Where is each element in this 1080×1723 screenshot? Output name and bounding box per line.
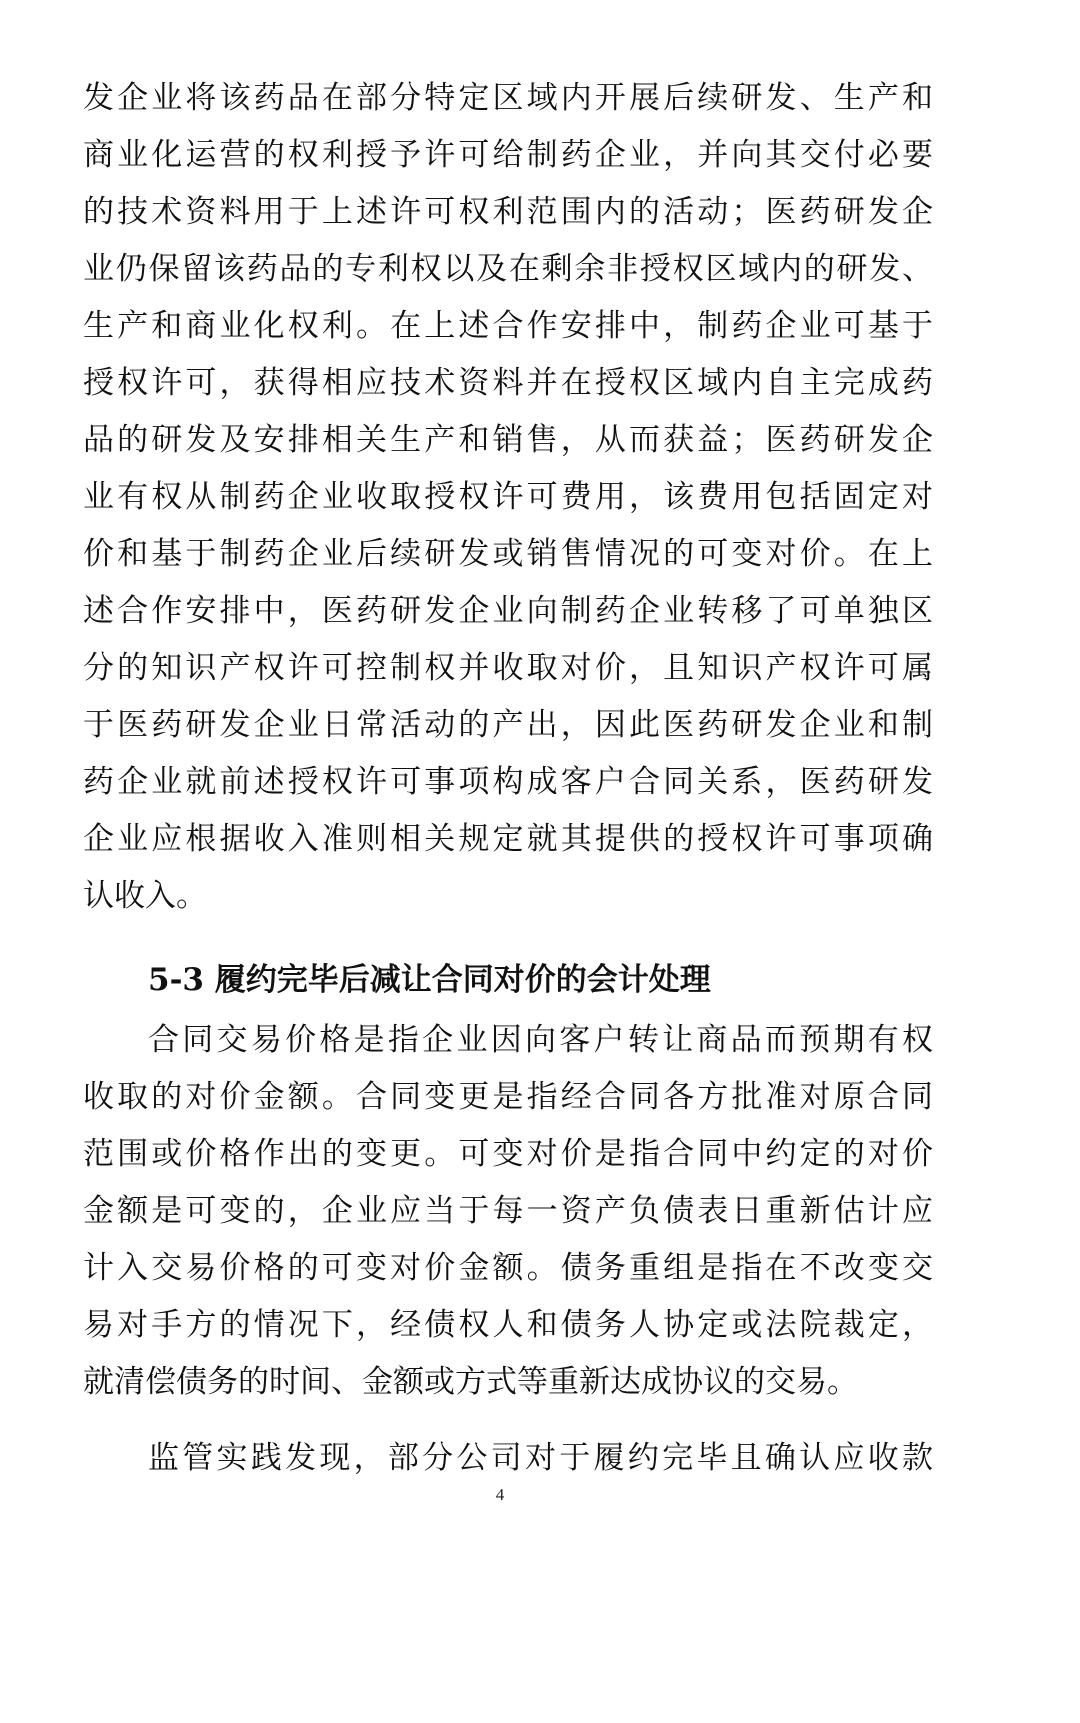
text-line: 范围或价格作出的变更。可变对价是指合同中约定的对价: [83, 1136, 933, 1172]
text-line: 业有权从制药企业收取授权许可费用，该费用包括固定对: [83, 479, 933, 515]
text-line: 合同交易价格是指企业因向客户转让商品而预期有权: [148, 1022, 933, 1058]
text-line: 授权许可，获得相应技术资料并在授权区域内自主完成药: [83, 365, 933, 401]
text-line: 监管实践发现，部分公司对于履约完毕且确认应收款: [148, 1440, 933, 1476]
text-line: 商业化运营的权利授予许可给制药企业，并向其交付必要: [83, 137, 933, 173]
text-line: 发企业将该药品在部分特定区域内开展后续研发、生产和: [83, 80, 933, 116]
text-line: 收取的对价金额。合同变更是指经合同各方批准对原合同: [83, 1079, 933, 1115]
page-number: 4: [495, 1485, 505, 1504]
text-line: 金额是可变的，企业应当于每一资产负债表日重新估计应: [83, 1193, 933, 1229]
text-line: 述合作安排中，医药研发企业向制药企业转移了可单独区: [83, 593, 933, 629]
text-line: 易对手方的情况下，经债权人和债务人协定或法院裁定，: [83, 1307, 933, 1343]
text-line: 品的研发及安排相关生产和销售，从而获益；医药研发企: [83, 422, 933, 458]
text-line: 的技术资料用于上述许可权利范围内的活动；医药研发企: [83, 194, 933, 230]
text-line: 认收入。: [83, 878, 207, 914]
text-line: 生产和商业化权利。在上述合作安排中，制药企业可基于: [83, 308, 933, 344]
text-line: 价和基于制药企业后续研发或销售情况的可变对价。在上: [83, 536, 933, 572]
section-heading: 5-3 履约完毕后减让合同对价的会计处理: [148, 962, 711, 998]
text-line: 就清偿债务的时间、金额或方式等重新达成协议的交易。: [83, 1364, 858, 1400]
text-line: 计入交易价格的可变对价金额。债务重组是指在不改变交: [83, 1250, 933, 1286]
text-line: 业仍保留该药品的专利权以及在剩余非授权区域内的研发、: [83, 251, 933, 287]
text-line: 企业应根据收入准则相关规定就其提供的授权许可事项确: [83, 821, 933, 857]
text-line: 于医药研发企业日常活动的产出，因此医药研发企业和制: [83, 707, 933, 743]
text-line: 药企业就前述授权许可事项构成客户合同关系，医药研发: [83, 764, 933, 800]
text-line: 分的知识产权许可控制权并收取对价，且知识产权许可属: [83, 650, 933, 686]
